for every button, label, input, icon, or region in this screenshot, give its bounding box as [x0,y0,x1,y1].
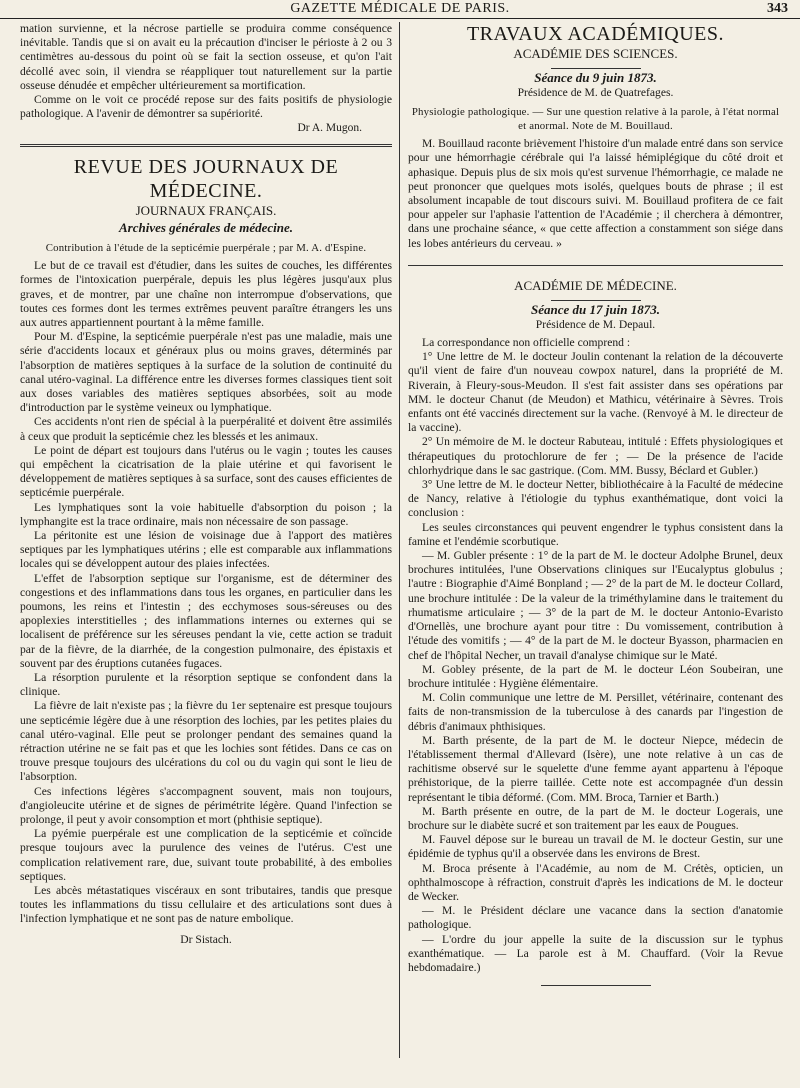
revue-subtitle: JOURNAUX FRANÇAIS. [135,202,277,218]
article-paragraph: La résorption purulente et la résorption septique se confondent dans la clinique. [20,671,392,699]
session-paragraph: — M. Gubler présente : 1° de la part de M. le docteur Adolphe Brunel, deux brochures intitulées, l'une Observations cliniques sur l'Eucalyptus globulus ; l'autre : Biographie d'Aimé Bonpland ; — 2° de la part de M. le docteur Collard, une brochure intitulée : De la valeur de la triméthylamine dans le traitement du rhumatisme articulaire ; — 3° de la part de M. le docteur Antonio-Evaristo d'Ornellès, une brochure ayant pour titre : Du vomissement, contribution à l'étude des vomitifs ; — 4° de la part de M. le docteur Byasson, pharmacien en chef de l'hôpital Necher, un travail d'analyse chimique sur le Maté. [408,549,783,662]
revue-section-title: REVUE DES JOURNAUX DE MÉDECINE. [73,155,339,202]
intro-paragraph: mation survienne, et la nécrose partielle se produira comme conséquence inévitable. Tandis que si on avait eu la précaution d'inciser le périoste à 2 ou 3 centimètres au-dessous du point où se fait la section osseuse, et qu'on l'ait décollé avec soin, il viendra se réappliquer tout naturellement sur la partie osseuse dénudée et empêcher ultérieurement sa mortification. [20,22,392,92]
article-paragraph: La fièvre de lait n'existe pas ; la fièvre du 1er septenaire est presque toujours une septicémie légère due à une résorption des lochies, par les petites plaies du canal utéro-vaginal. Elle peut se prolonger pendant des semaines quand la rétraction utérine ne se fait pas et que les lochies sont fétides. Dans ce cas on trouve presque toujours des ulcérations du col ou du vagin qui sont le lieu de l'absorption. [20,699,392,784]
session-paragraph: M. Barth présente, de la part de M. le docteur Niepce, médecin de l'établissement thermal d'Allevard (Isère), une note relative à un cas de rachitisme observé sur le squelette d'une femme ayant appartenu à l'époque préhistorique, de la pierre taillée. Cette note est accompagnée d'un dessin représentant le tibia déformé. (Com. MM. Broca, Tarnier et Barth.) [408,733,783,804]
column-divider [399,22,400,1058]
session-paragraph: — M. le Président déclare une vacance dans la section d'anatomie pathologique. [408,904,783,932]
article-paragraph: Pour M. d'Espine, la septicémie puerpérale n'est pas une maladie, mais une série d'accidents locaux et généraux plus ou moins graves, déterminés par l'absorption de matières septiques à la surface de la solution de continuité du canal utéro-vaginal. La différence entre les diverses formes classiques tient soit aux doses variables des matières septiques absorbées, soit au mode d'introduction par le système veineux ou lymphatique. [20,330,392,415]
travaux-section-title: TRAVAUX ACADÉMIQUES. [466,23,725,45]
presidency-2: Présidence de M. Depaul. [535,317,656,331]
session-paragraph: M. Barth présente en outre, de la part de M. le docteur Logerais, une brochure sur le diabète sucré et son traitement par les eaux de Pougues. [408,804,783,832]
article-paragraph: Ces accidents n'ont rien de spécial à la puerpéralité et doivent être assimilés à ceux que produit la septicémie chez les blessés et les animaux. [20,415,392,443]
page-header [0,0,800,18]
session-paragraph: 1° Une lettre de M. le docteur Joulin contenant la relation de la découverte qu'il vient de faire d'un nouveau cowpox naturel, dans la propriété de M. Riverain, à Fleury-sous-Meudon. Il s'est fait assister dans ses opérations par MM. le docteur Chanut (de Meudon) et Mathicu, vétérinaire à Sèvres. Trois enfants ont été vaccinés directement sur la vache. (Renvoyé à M. le directeur de la vaccine). [408,350,783,435]
article-paragraph: L'effet de l'absorption septique sur l'organisme, est de déterminer des congestions et des inflammations dans tous les organes, en particulier dans les poumons, les reins et l'intestin ; des ecchymoses sous-séreuses ou des apoplexies interstitielles ; des inflammations internes ou externes qui se localisent de préférence sur les séreuses pendant la vie, cette action se traduit par de la fièvre, de la diarrhée, de la congestion pulmonaire, des épistaxis et souvent par des éruptions cutanées fugaces. [20,571,392,670]
academy-sciences-heading: ACADÉMIE DES SCIENCES. [513,46,678,61]
page-number: 343 [767,1,788,16]
presidency-1: Présidence de M. de Quatrefages. [517,86,674,99]
section-separator [408,265,783,266]
article-paragraph: Ces infections légères s'accompagnent souvent, mais non toujours, d'angioleucite utérine et de signes de périmétrite légère. Quand l'infection se prolonge, il peut y avoir consomption et mort (phthisie septique). [20,784,392,827]
intro-signature: Dr A. Mugon. [297,122,362,135]
article-paragraph: Le but de ce travail est d'étudier, dans les suites de couches, les différentes formes de l'intoxication puerpérale, depuis les plus légères jusqu'aux plus graves, et de montrer, par une chaîne non interrompue d'observations, que toutes ces formes dont les termes extrêmes peuvent paraître étrangers les uns aux autres appartiennent pourtant à la même famille. [20,259,392,329]
article-paragraph: La pyémie puerpérale est une complication de la septicémie et coïncide presque toujours avec la purulence des veines de l'utérus. C'est une complication relativement rare, due, suivant toute probabilité, à des embolies septiques. [20,827,392,883]
article-paragraph: Les lymphatiques sont la voie habituelle d'absorption du poison ; la lymphangite est la trace ordinaire, mais non nécessaire de son passage. [20,500,392,528]
session-date-2: Séance du 17 juin 1873. [531,301,660,317]
session-date-1: Séance du 9 juin 1873. [534,70,657,85]
intro-paragraph: Comme on le voit ce procédé repose sur des faits positifs de physiologie pathologique. A l'avenir de démontrer sa supériorité. [20,93,392,121]
article-paragraph: La péritonite est une lésion de voisinage due à l'apport des matières septiques par les lymphatiques utérins ; elle est comparable aux inflammations locales qui se développent autour des plaies infectées. [20,528,392,571]
topic-heading: Physiologie pathologique. — Sur une question relative à la parole, à l'état normal et anormal. Note de M. Bouillaud. [411,106,780,132]
journal-title: GAZETTE MÉDICALE DE PARIS. [290,1,510,16]
session-paragraph: M. Colin communique une lettre de M. Persillet, vétérinaire, contenant des faits de non-transmission de la tuberculose à des canards par l'ingestion de débris d'animaux phthisiques. [408,691,783,733]
session-paragraph: M. Broca présente à l'Académie, au nom de M. Crétès, opticien, un ophthalmoscope à réfraction, construit d'après les indications de M. le docteur de Wecker. [408,861,783,903]
session-paragraph: M. Gobley présente, de la part de M. le docteur Léon Soubeiran, une brochure intitulée : Hygiène élémentaire. [408,662,783,690]
left-column [20,22,392,1074]
session-paragraph: — L'ordre du jour appelle la suite de la discussion sur le typhus exanthématique. — La parole est à M. Chauffard. (Voir la Revue hebdomadaire.) [408,932,783,974]
header-rule [0,18,800,19]
session-paragraph: 3° Une lettre de M. le docteur Netter, bibliothécaire à la Faculté de médecine de Nancy, relative à l'étiologie du typhus exanthématique, dont voici la conclusion : [408,478,783,520]
article-paragraph: Les abcès métastatiques viscéraux en sont tributaires, tandis que presque toutes les inflammations du tissu cellulaire et des articulations sont dues à l'infection lymphatique et ne sont pas de nature embolique. [20,884,392,926]
session-paragraph: 2° Un mémoire de M. le docteur Rabuteau, intitulé : Effets physiologiques et thérapeutiques du protochlorure de fer ; — De la présence de l'acide chlorhydrique dans le sac gastrique. (Com. MM. Bussy, Béclard et Gubler.) [408,435,783,477]
session-paragraph: M. Fauvel dépose sur le bureau un travail de M. le docteur Gestin, sur une épidémie de typhus qu'il a observée dans les environs de Brest. [408,833,783,861]
journal-name: Archives générales de médecine. [118,219,293,235]
topic-paragraph: M. Bouillaud raconte brièvement l'histoire d'un malade entré dans son service pour une hémorrhagie cérébrale qui l'a laissé hémiplégique du côté droit et aphasique. Depuis plus de six mois qu'est survenue l'hémorrhagie, ce malade ne peut prononcer que quelques mots isolés, quelques bouts de phrase ; il est absolument incapable de tout discours suivi. M. Bouillaud profitera de ce fait pour appeler sur l'aphasie l'attention de l'Académie ; il cherchera à démontrer, dans une prochaine séance, « que cette affection a constamment son siége dans les lobes antérieurs du cerveau. » [408,137,783,250]
section-separator [20,144,392,147]
end-rule [541,985,651,986]
academy-medicine-heading: ACADÉMIE DE MÉDECINE. [514,277,677,293]
article-title: Contribution à l'étude de la septicémie puerpérale ; par M. A. d'Espine. [45,241,367,254]
right-column [408,22,783,1074]
end-signature: Dr Sistach. [180,932,232,946]
session-paragraph: La correspondance non officielle comprend : [422,336,631,350]
article-paragraph: Le point de départ est toujours dans l'utérus ou le vagin ; toutes les causes qui empêchent la cicatrisation de la plaie utérine et qui favorisent le développement de matières septiques à sa surface, sont des causes efficientes de septicémie puerpérale. [20,443,392,500]
session-paragraph: Les seules circonstances qui peuvent engendrer le typhus consistent dans la famine et l'endémie scorbutique. [408,520,783,548]
